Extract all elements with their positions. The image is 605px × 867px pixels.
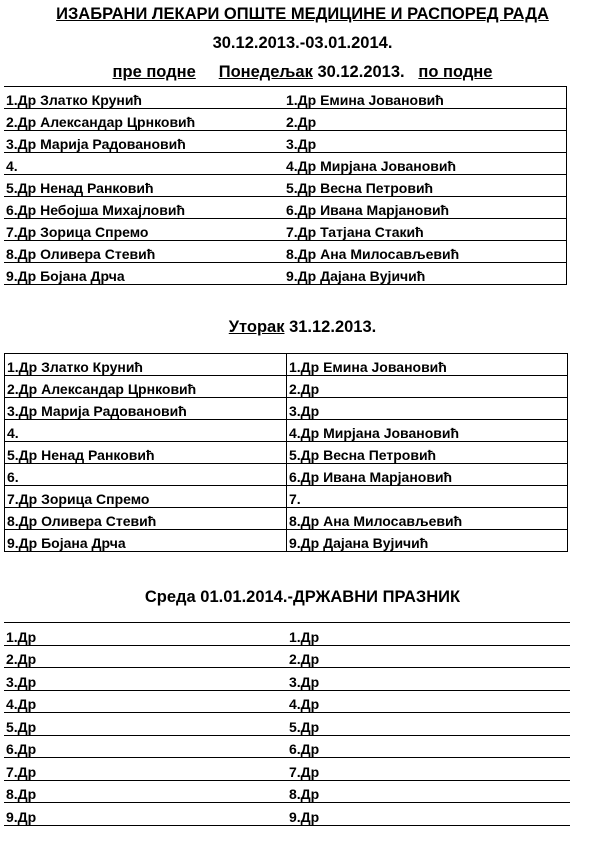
afternoon-doctor-cell: 7.Др Татјана Стакић [284, 219, 566, 241]
morning-doctor-cell: 3.Др Марија Радовановић [5, 398, 287, 420]
table-row [5, 530, 568, 552]
afternoon-doctor-cell: 2.Др [284, 109, 566, 131]
table-row [4, 263, 566, 285]
monday-date: 30.12.2013. [312, 63, 410, 81]
table-row [5, 442, 568, 464]
morning-doctor-cell: 6.Др [4, 735, 287, 758]
table-row [4, 645, 570, 668]
morning-doctor-cell: 4.Др [4, 690, 287, 713]
tuesday-day-label: Уторак [228, 318, 285, 336]
afternoon-doctor-cell: 9.Др [287, 803, 570, 826]
afternoon-doctor-cell: 8.Др [287, 780, 570, 803]
table-row [5, 508, 568, 530]
table-row [5, 376, 568, 398]
document-title: ИЗАБРАНИ ЛЕКАРИ ОПШТЕ МЕДИЦИНЕ И РАСПОРЕД РАДА [56, 5, 549, 23]
table-row [5, 464, 568, 486]
table-row [4, 668, 570, 691]
morning-doctor-cell: 1.Др Златко Крунић [5, 354, 287, 376]
table-row [4, 219, 566, 241]
wednesday-schedule-table [4, 622, 570, 826]
afternoon-doctor-cell: 4.Др Мирјана Јовановић [284, 153, 566, 175]
afternoon-doctor-cell: 8.Др Ана Милосављевић [284, 241, 566, 263]
afternoon-doctor-cell: 1.Др Емина Јовановић [284, 87, 566, 109]
monday-afternoon-label: по подне [418, 63, 493, 81]
table-row [4, 241, 566, 263]
morning-doctor-cell: 3.Др [4, 668, 287, 691]
afternoon-doctor-cell: 5.Др Весна Петровић [287, 442, 568, 464]
table-row [4, 735, 570, 758]
table-row [5, 354, 568, 376]
morning-doctor-cell: 8.Др Оливера Стевић [4, 241, 284, 263]
morning-doctor-cell: 2.Др [4, 645, 287, 668]
morning-doctor-cell: 5.Др Ненад Ранковић [4, 175, 284, 197]
morning-doctor-cell: 7.Др [4, 758, 287, 781]
morning-doctor-cell: 2.Др Александар Црнковић [5, 376, 287, 398]
table-row [4, 623, 570, 646]
monday-morning-label: пре подне [112, 63, 196, 81]
afternoon-doctor-cell: 9.Др Дајана Вујичић [284, 263, 566, 285]
afternoon-doctor-cell: 6.Др [287, 735, 570, 758]
afternoon-doctor-cell: 6.Др Ивана Марјановић [284, 197, 566, 219]
afternoon-doctor-cell: 5.Др Весна Петровић [284, 175, 566, 197]
afternoon-doctor-cell: 3.Др [287, 668, 570, 691]
afternoon-doctor-cell: 9.Др Дајана Вујичић [287, 530, 568, 552]
period-heading: 30.12.2013.-03.01.2014. [212, 34, 393, 52]
table-row [4, 690, 570, 713]
morning-doctor-cell: 7.Др Зорица Спремо [4, 219, 284, 241]
morning-doctor-cell: 3.Др Марија Радовановић [4, 131, 284, 153]
morning-doctor-cell: 4. [5, 420, 287, 442]
afternoon-doctor-cell: 6.Др Ивана Марјановић [287, 464, 568, 486]
morning-doctor-cell: 1.Др [4, 623, 287, 646]
table-row [4, 87, 566, 109]
morning-doctor-cell: 9.Др Бојана Дрча [5, 530, 287, 552]
monday-heading [0, 62, 605, 82]
afternoon-doctor-cell: 1.Др [287, 623, 570, 646]
table-row [4, 803, 570, 826]
morning-doctor-cell: 9.Др [4, 803, 287, 826]
afternoon-doctor-cell: 3.Др [287, 398, 568, 420]
wednesday-heading: Среда 01.01.2014.-ДРЖАВНИ ПРАЗНИК [144, 588, 461, 606]
table-row [4, 197, 566, 219]
table-row [4, 131, 566, 153]
tuesday-schedule-table [4, 353, 568, 552]
tuesday-heading [0, 317, 605, 337]
morning-doctor-cell: 1.Др Златко Крунић [4, 87, 284, 109]
morning-doctor-cell: 6. [5, 464, 287, 486]
monday-day-label: Понедељак [218, 63, 313, 81]
table-row [5, 420, 568, 442]
table-row [5, 398, 568, 420]
afternoon-doctor-cell: 7. [287, 486, 568, 508]
afternoon-doctor-cell: 1.Др Емина Јовановић [287, 354, 568, 376]
table-row [5, 486, 568, 508]
morning-doctor-cell: 2.Др Александар Црнковић [4, 109, 284, 131]
afternoon-doctor-cell: 4.Др Мирјана Јовановић [287, 420, 568, 442]
morning-doctor-cell: 5.Др Ненад Ранковић [5, 442, 287, 464]
table-row [4, 153, 566, 175]
morning-doctor-cell: 8.Др [4, 780, 287, 803]
afternoon-doctor-cell: 8.Др Ана Милосављевић [287, 508, 568, 530]
table-row [4, 713, 570, 736]
morning-doctor-cell: 9.Др Бојана Дрча [4, 263, 284, 285]
table-row [4, 758, 570, 781]
afternoon-doctor-cell: 2.Др [287, 376, 568, 398]
morning-doctor-cell: 4. [4, 153, 284, 175]
table-row [4, 175, 566, 197]
tuesday-date: 31.12.2013. [284, 318, 377, 336]
afternoon-doctor-cell: 2.Др [287, 645, 570, 668]
afternoon-doctor-cell: 7.Др [287, 758, 570, 781]
morning-doctor-cell: 8.Др Оливера Стевић [5, 508, 287, 530]
afternoon-doctor-cell: 3.Др [284, 131, 566, 153]
table-row [4, 109, 566, 131]
morning-doctor-cell: 7.Др Зорица Спремо [5, 486, 287, 508]
monday-schedule-table [4, 86, 567, 285]
morning-doctor-cell: 5.Др [4, 713, 287, 736]
afternoon-doctor-cell: 4.Др [287, 690, 570, 713]
afternoon-doctor-cell: 5.Др [287, 713, 570, 736]
table-row [4, 780, 570, 803]
morning-doctor-cell: 6.Др Небојша Михајловић [4, 197, 284, 219]
